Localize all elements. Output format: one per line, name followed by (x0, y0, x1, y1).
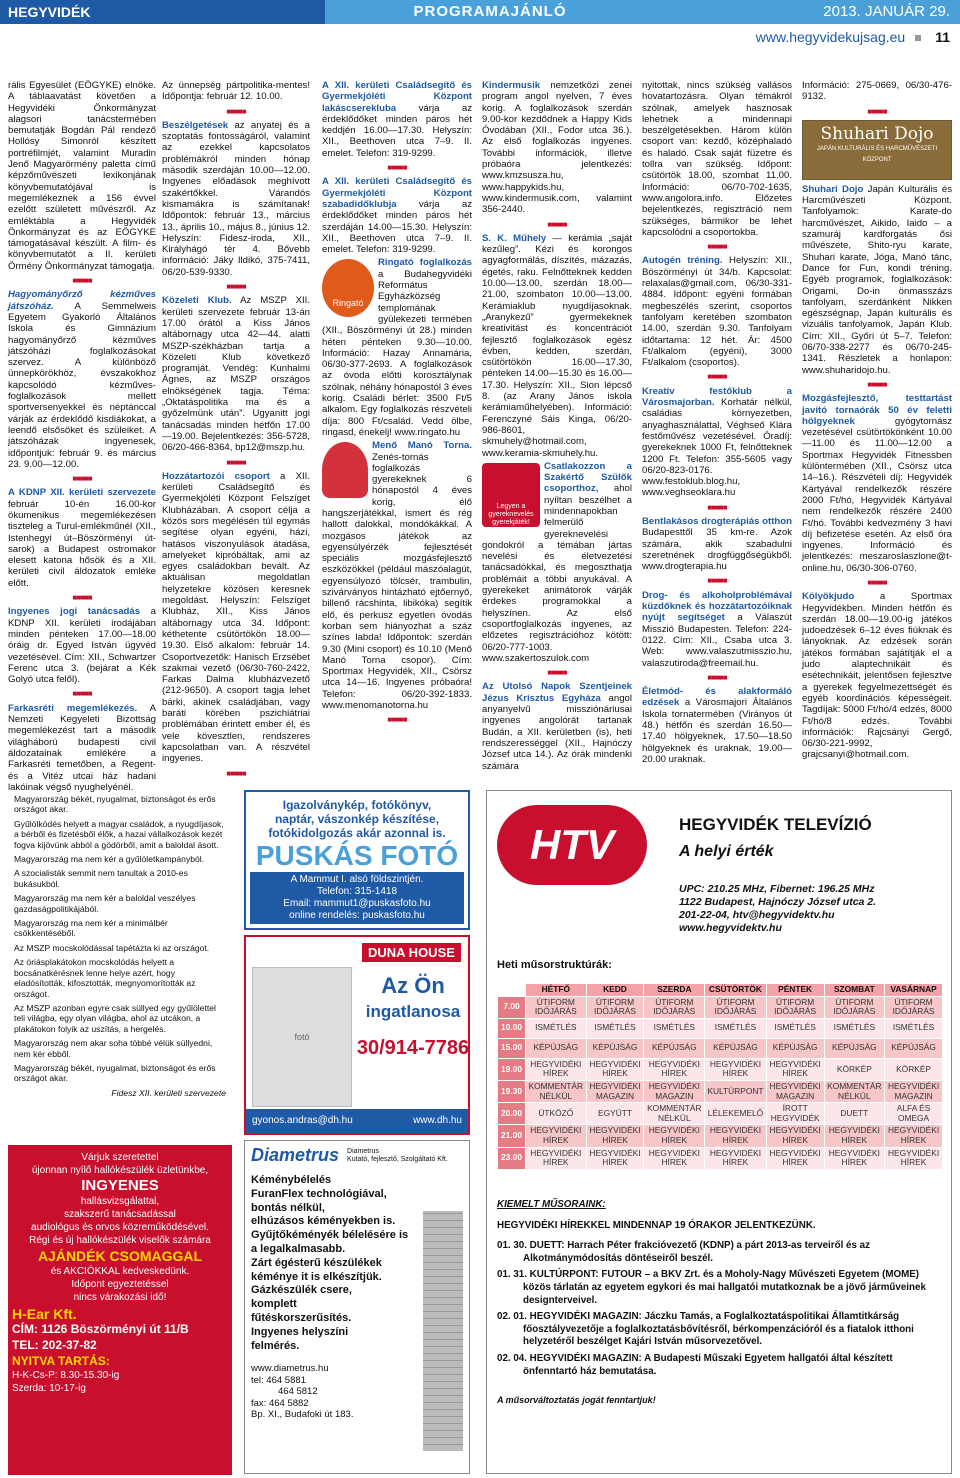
program-cell: HEGYVIDÉKI HÍREK (644, 1058, 705, 1080)
ad-line: és AKCIÓKKAL kedveskedünk. (50, 1266, 190, 1277)
divider: ■■■■■ (867, 577, 887, 587)
program-cell: HEGYVIDÉKI HÍREK (885, 1125, 943, 1147)
table-row (498, 1103, 943, 1125)
program-cell: KÉPÚJSÁG (644, 1038, 705, 1058)
time-cell: 23.00 (498, 1147, 526, 1169)
ad-line: Zárt égésterű készülékek (251, 1256, 382, 1269)
program-cell: KOMMENTÁR NÉLKÜL (526, 1080, 587, 1102)
heading: Mozgásfejlesztő, testtartást javító tornaórák 50 év feletti hölgyeknek (802, 393, 952, 427)
table-corner (498, 984, 526, 997)
ad-contact-box (250, 872, 464, 924)
text: február 10-én 16.00-kor ökumenikus megemlékezésen tiszteleg a Turul-emlékműnél (XII., Istenhegyi út–Böszörményi út-sarok) a Budapest ostromakor elesett katona hősök és a XII. kerületi civil áldozatok emléke előtt. (8, 498, 156, 589)
text: várja az érdeklődőket minden páros hét keddjén 16.00—17.30. Helyszín: XII., Beethoven utca 7–9. II. emelet. Telefon: 319-9299. (322, 102, 472, 159)
program-cell: ISMÉTLÉS (766, 1018, 824, 1038)
program-cell: KÉPÚJSÁG (526, 1038, 587, 1058)
program-cell: EGYÜTT (586, 1103, 644, 1125)
ad-header (251, 1145, 463, 1166)
program-cell: KÉPÚJSÁG (824, 1038, 885, 1058)
logo-subtitle: JAPÁN KULTURÁLIS ÉS HARCMŰVÉSZETI KÖZPONT (816, 146, 938, 164)
program-cell: HEGYVIDÉKI HÍREK (526, 1125, 587, 1147)
ad-line: hallásvizsgálattal, (80, 1196, 160, 1207)
program-cell: HEGYVIDÉKI HÍREK (586, 1125, 644, 1147)
heading: A XII. kerületi Családsegítő és Gyermekjóléti Központ szabadidőklubja (322, 176, 472, 210)
ad-body (251, 1174, 421, 1353)
logo-title: Shuhari Dojo (820, 123, 934, 144)
day-header: SZERDA (644, 984, 705, 997)
text: A Nemzeti Kegyeleti Bizottság megemlékezést tart a második világháború budapesti civil áldozatainak emlékére a Farkasréti temetőben, a Regent- és a Vitéz utcai ház hadani lakóinak végső nyughelyénél. (8, 702, 156, 793)
divider: ■■■■■ (707, 372, 727, 382)
diametrus-ad (244, 1140, 470, 1474)
ad-line: Ingyenes helyszíni (251, 1325, 349, 1338)
htv-highlight: 01. 30. DUETT: Harrach Péter frakcióvezető (KDNP) a párt 2013-as terveiről és az Alkotmánymódosítás döntéseiről beszél. (497, 1240, 870, 1264)
ad-brand: PUSKÁS FOTÓ (255, 840, 459, 871)
day-header: KEDD (586, 984, 644, 997)
ad-line: audiológus és orvos közreműködésével. (31, 1222, 209, 1233)
ad-fax: fax: 464 5882 (251, 1397, 309, 1409)
text: a KDNP XII. kerületi irodájában minden pénteken 17.00—18.00 óráig dr. Egyed István ügyvéd vezetésével. Cím: XII., Schwartzer Ferenc utca 3. (bejárat a Kék Golyó utca felől). (8, 606, 156, 686)
program-cell: ÚTIFORM IDŐJÁRÁS (766, 996, 824, 1018)
heading: Kölyökjudo (802, 591, 855, 603)
quote-line: Az MSZP mocskolódással tapétázta ki az országot. (14, 942, 210, 953)
image-label: fotó (294, 1032, 310, 1042)
time-cell: 21.00 (498, 1125, 526, 1147)
ad-web[interactable]: www.diametrus.hu (251, 1363, 329, 1375)
heading: Kreatív festőklub a Városmajorban. (642, 385, 792, 409)
ad-brand: DUNA HOUSE (362, 943, 461, 962)
divider: ■■■■■ (707, 242, 727, 252)
ad-contact: TEL: 202-37-82 (12, 1338, 97, 1352)
program-cell: HEGYVIDÉKI HÍREK (644, 1125, 705, 1147)
ad-contact: Szerda: 10-17-ig (12, 1383, 86, 1394)
ad-footer (246, 1109, 468, 1133)
site-url[interactable]: www.hegyvidekujsag.eu (755, 29, 906, 45)
heading: Közeleti Klub. (162, 295, 232, 307)
ad-phone: 30/914-7786 (356, 1037, 470, 1059)
ad-line: INGYENES (81, 1177, 159, 1194)
day-header: VASÁRNAP (885, 984, 943, 997)
ad-line: bontás nélkül, (251, 1201, 325, 1214)
program-cell: KÉPÚJSÁG (705, 1038, 767, 1058)
ad-line: FuranFlex technológiával, (251, 1187, 387, 1200)
column-6 (802, 80, 952, 770)
page-number: 11 (935, 29, 950, 45)
divider: ■■■■■ (707, 502, 727, 512)
heading: Életmód- és alakformáló edzések (642, 686, 792, 709)
ad-contact: Telefon: 315-1418 (316, 886, 398, 897)
table-row (498, 1080, 943, 1102)
ad-phone: 464 5812 (278, 1386, 318, 1398)
logo-text: Legyen a gyereknevelés gyerekjáték! (488, 502, 534, 526)
quote-line: A szocialisták semmit nem tanultak a 2010-es bukásukból. (14, 868, 188, 889)
agent-photo (252, 967, 352, 1107)
program-cell: HEGYVIDÉKI HÍREK (824, 1125, 885, 1147)
program-cell: ÚTIFORM IDŐJÁRÁS (586, 996, 644, 1018)
htv-schedule (497, 983, 943, 1170)
heading: S. K. Műhely (482, 232, 547, 244)
text: gyógytornász vezetésével csütörtökönként 10.00—11.00 és 11.00—12.00 a Sportmax Hegyvidék Fitnessben különtermében (XII., Csörsz utca 14–16.). Részvételi díj: Hegyvidék Kártyával rendelkezők részére 2000 Ft/hó, Hegyvidék Kártyával nem rendelkezők részére 2400 Ft/hó. További kedvezmény 3 havi díj befizetése esetén. Az első óra ingyenes. Információ és jelentkezés: meszaroslaszlone@t-online.hu, 06/30-306-0760. (802, 415, 952, 574)
ad-line: újonnan nyílő hallókészülék üzletünkbe, (31, 1165, 209, 1176)
ad-line: elhúzásos kéményekben is. (251, 1215, 396, 1228)
schedule-table (497, 983, 943, 1170)
quote-line: Magyarország ma nem kér a baloldal veszélyes gazdaságpolitikájából. (14, 893, 196, 914)
htv-info (679, 883, 876, 935)
ad-line: komplett (251, 1298, 297, 1311)
ad-line: Gyűjtőkéményék bélelésére is (251, 1229, 409, 1242)
program-cell: ÍROTT HEGYVIDÉK (766, 1103, 824, 1125)
ad-brand: H-Ear Kft. (12, 1306, 77, 1322)
heading: Shuhari Dojo (802, 183, 864, 195)
program-cell: ISMÉTLÉS (526, 1018, 587, 1038)
heading: Csatlakozzon a Szakértő Szülők csoporthoz, (544, 460, 632, 495)
quote-line: Magyarország békét, nyugalmat, biztonságot és erős országot akar. (14, 1062, 216, 1084)
quote-line: Az MSZP azonban egyre csak süllyed egy gyűlölettel teli világba, egy olyan világba, ahol az utcákon, a plakátokon folyik az uszítás, a hergelés. (14, 1002, 216, 1034)
divider: ■■■■■ (707, 672, 727, 682)
htv-box (486, 790, 952, 1474)
text: rális Egyesület (EÖGYKE) elnöke. A táblaavatást követően a Hegyvidéki Önkormányzat alagsori tanácstermében bemutatják Bogdán Pál rendező Hollósy Simonról készített portréfilmjét, valamint Muradin Jenő Magyarörmény paletta című képzőművészeti lexikonjának könyvbemutatójával is megemlékeznek a 156 évvel ezelőtt született művészről. Az emléktábla a Hegyvidék Önkormányzat és az EÖGYKE támogatásával készült. A film- és könyvbemutatót a II. kerületi Örmény Önkormányzat támogatja. (8, 80, 156, 272)
shuhari-logo (802, 120, 952, 180)
ad-line: a legalkalmasabb. (251, 1242, 346, 1255)
ad-contact: CÍM: 1126 Böszörményi út 11/B (12, 1322, 189, 1336)
ad-line: Az Ön (381, 973, 445, 998)
heading: Beszélgetések (162, 119, 229, 131)
htv-logo: HTV (497, 805, 647, 885)
program-cell: HEGYVIDÉKI MAGAZIN (766, 1080, 824, 1102)
text: Budapesttől 35 km-re. Azok számára, akik szabadulni szeretnének drogfüggőségükből. www.drogterapia.hu (642, 527, 792, 573)
program-cell: HEGYVIDÉKI HÍREK (766, 1125, 824, 1147)
quote-line: Az óriásplakátokon mocskolódás helyett a bocsánatkérésnek lenne helye azért, hogy eladósították, kifosztották, megnyomorították az országot. (14, 957, 196, 999)
heading: Menő Manó Torna. (372, 440, 472, 452)
htv-highlight-title: KIEMELT MŰSORAINK: (497, 1199, 606, 1210)
text: angol anyanyelvű missziónáriusai ingyenes angolórát tartanak Budán, a XII. kerületben (is), heti rendszerességgel (XII., Hajnóczy József utca 14.). Az órák mindenki számára (482, 692, 632, 772)
program-cell: HEGYVIDÉKI HÍREK (824, 1147, 885, 1169)
divider: ■■■■■ (867, 379, 887, 389)
text: várja az érdeklődőket minden páros hét szerdáján 14.00—15.30. Helyszín: XII., Beethoven utca 7–9. II. emelet. Telefon: 319-9299. (322, 198, 472, 256)
column-4 (482, 80, 632, 770)
htv-title: HEGYVIDÉK TELEVÍZIÓ (679, 815, 872, 834)
ad-brand: Diametrus (251, 1145, 340, 1165)
ad-address: Bp. XI., Budafoki út 183. (251, 1409, 354, 1421)
ad-line: naptár, vászonkép készítése, (274, 812, 440, 826)
program-cell: HEGYVIDÉKI HÍREK (586, 1147, 644, 1169)
program-cell: DUETT (824, 1103, 885, 1125)
day-header: CSÜTÖRTÖK (705, 984, 767, 997)
text: Zenés-tornás foglalkozás gyerekeknek 6 hónapostól 4 éves korig, élő hangszerjátékkal, ismert és rég hallott dalokkal, mondókákkal. A mozgásos játékok az egyensúlyérzék fejlesztését speciális mozgásfejlesztő eszközökkel (például mászóalagút, egyensúlyozó tölcsér, trambulin, szivárványos hintázható ejtőernyő, billenő rácshinta, libikóka) segítik elő, és perkusz egyetlen óvodás korban sem hiányozhat a száz színes labda! Időpontok: szerdán 9.30 (Mini csoport) és 10.10 (Menő Manó Torna csopor). Cím: Sportmax Hegyvidék, XII., Csörsz utca 14—16. Ingyenes próbaóra! Telefon: 06/20-392-1833. www.menomanotorna.hu (322, 451, 472, 712)
heading: Az Utolsó Napok Szentjeinek Jézus Krisztus Egyháza (482, 681, 632, 704)
text: Helyszín: XII., Böszörményi út 34/b. Kapcsolat: relaxalas@gmail.com, 06/30-331-4884. Időpont: egyéni formában megbeszélés szerint, csoportos tanfolyam keretében szombaton 14.00, szerdán 9.30. Tanfolyam időtartama: 12 hét. Ár: 4500 Ft/alkalom (egyéni), 3000 Ft/alkalom (csoportos). (642, 255, 792, 369)
puskas-foto-ad (244, 790, 470, 930)
column-3 (322, 80, 472, 770)
fidesz-ad (8, 790, 232, 1140)
program-cell: ALFA ÉS OMEGA (885, 1103, 943, 1125)
program-cell: KÖRKÉP (824, 1058, 885, 1080)
heading: Drog- és alkoholproblémával küzdőknek és hozzátartozóiknak nyújt segítséget (642, 589, 792, 624)
program-cell: ÚTIFORM IDŐJÁRÁS (705, 996, 767, 1018)
mushroom-icon (322, 442, 368, 498)
htv-struct-label: Heti műsorstruktúrák: (497, 959, 612, 971)
quote-line: Magyarország nem akar soha többé vélük süllyedni, nem kér ebből. (14, 1038, 213, 1059)
ad-line: szakszerű tanácsadással (64, 1209, 176, 1220)
ad-contact: NYITVA TARTÁS: (12, 1354, 110, 1368)
ad-line: kéménye it is elkészítjük. (251, 1270, 382, 1283)
htv-highlights (497, 1199, 943, 1407)
ad-line: Kéménybélelés (251, 1174, 332, 1186)
ad-line: Diametrus (347, 1147, 379, 1155)
logo-text: Ringató (332, 298, 364, 309)
text: az anyatej és a szoptatás fontosságáról, valamint az ezekkel kapcsolatos problémákról minden hónap második szerdáján 10.00—12.00. Ingyenes előadások meghívott szakértőkkel. Várandós kismamákra is számítanak! Időpontok: február 13., március 13., április 10., május 8., június 12. Helyszín: Fidesz-iroda, XII., Királyhágó tér 4. Bővebb információ: Jáky Ildikó, 375-7411, 06/20-539-9330. (162, 119, 310, 278)
program-cell: HEGYVIDÉKI HÍREK (766, 1058, 824, 1080)
heading: A KDNP XII. kerületi szervezete (8, 487, 156, 499)
divider: ■■■■■ (387, 163, 407, 173)
text: A Semmelweis Egyetem Gyakorló Általános Iskola és Gimnázium hagyományőrző kézműves játszóházi foglalkozásokat szervez. A különböző ünnepkörökhöz, évszakokhoz kapcsolódó kézműves-foglalkozások mellett sportversenyekkel és néptánccal várják az érdeklődő kisdiákokat, a leendő elsősöket és szüleiket. A játszóházak ingyenesek, időpontjuk: február 9. és március 23. 9.00—12.00. (8, 300, 156, 470)
ad-line: felmérés. (251, 1339, 300, 1352)
heading: Farkasréti megemlékezés. (8, 702, 138, 714)
ad-line: AJÁNDÉK CSOMAGGAL (37, 1248, 203, 1264)
ad-line: nincs várakozási idő! (73, 1292, 167, 1303)
ad-contact: H-K-Cs-P: 8.30-15.30-ig (12, 1370, 120, 1381)
program-cell: ÚTIFORM IDŐJÁRÁS (644, 996, 705, 1018)
time-cell: 10.00 (498, 1018, 526, 1038)
table-row (498, 1038, 943, 1058)
htv-highlight: 02. 01. HEGYVIDÉKI MAGAZIN: Jáczku Tamás, a Foglalkoztatáspolitikai Államtitkárság főosztályvezetője a foglalkoztatásbővítésről, bérkompenzációról és a fiatalok itthoni helyzetéről beszélget Kajári István műsorvezetővel. (497, 1311, 914, 1348)
header-sub (655, 26, 960, 48)
divider: ■■■■■ (226, 457, 246, 467)
program-cell: ÚTIFORM IDŐJÁRÁS (526, 996, 587, 1018)
text: a Városmajori Általános Iskola tornatermében (Virányos út 48.) hétfőn és szerdán 16.50—17.40 hölgyeknek, 17.50—18.50 hölgyeknek és uraknak, 19.00—20.00 uraknak. (642, 697, 792, 765)
program-cell: ÚTIFORM IDŐJÁRÁS (885, 996, 943, 1018)
quote-line: Magyarország ma nem kér a gyűlöletkampányból. (14, 854, 205, 865)
section-title: HEGYVIDÉK (0, 0, 325, 24)
ad-phone: tel: 464 5881 (251, 1374, 306, 1386)
divider: ■■■■■ (72, 689, 92, 699)
program-cell: HEGYVIDÉKI MAGAZIN (644, 1080, 705, 1102)
day-header: HÉTFŐ (526, 984, 587, 997)
program-cell: LÉLEKEMELŐ (705, 1103, 767, 1125)
ad-line: Várjuk szeretettel (81, 1152, 159, 1163)
program-cell: HEGYVIDÉKI HÍREK (586, 1058, 644, 1080)
text: Az ünnepség pártpolitika-mentes! Időpontja: február 12. 10.00. (162, 80, 310, 103)
column-1 (8, 80, 156, 793)
text: ahol nyíltan beszélhet a mindennapokban felmerülő gyereknevelési gondokról a témában jártas nevelési és életvezetési tanácsadókkal, és megoszthatja problémáit a többi anyukával. A gyerekeket animátorok várják érdekes programokkal a helyszínen. Az első csoportfoglalkozás ingyenes, az előzetes regisztrációhoz kötött: 06/20-777-1003. www.szakertoszulok.com (482, 483, 632, 664)
htv-line: 1122 Budapest, Hajnóczy József utca 2. (679, 896, 877, 908)
program-cell: KÉPÚJSÁG (586, 1038, 644, 1058)
szakerto-szulok-logo (482, 463, 540, 527)
column-5 (642, 80, 792, 770)
program-cell: HEGYVIDÉKI HÍREK (766, 1147, 824, 1169)
text: a Sportmax Hegyvidékben. Minden hétfőn és szerdán 18.00—19.00-ig játékos judoedzések 6–12 éves fiúknak és lányoknak. Az edzések során játékos formában sajátítják el a judo alaptechnikáit és esétechnikáit, jelentősen fejlesztve a gyerekek fegyelmezettségét és egyéb koordinációs képességeit. Tagdíjak: 5000 Ft/hó/4 edzés, 8000 Ft/hó/8 edzés. További információk: Rajcsányi Gergő, 06/30-221-9992, grajcsanyi@hotmail.com. (802, 591, 952, 761)
program-cell: KÉPÚJSÁG (766, 1038, 824, 1058)
time-cell: 19.30 (498, 1080, 526, 1102)
htv-line: UPC: 210.25 MHz, Fibernet: 196.25 MHz (679, 883, 875, 895)
ad-line: fűtéskorszerűsítés. (251, 1311, 352, 1324)
program-cell: KOMMENTÁR NÉLKÜL (644, 1103, 705, 1125)
column-2 (162, 80, 310, 778)
program-title: PROGRAMAJÁNLÓ (325, 0, 655, 24)
program-cell: HEGYVIDÉKI HÍREK (705, 1058, 767, 1080)
ad-contact[interactable]: online rendelés: puskasfoto.hu (289, 910, 425, 921)
heading: Ringató foglalkozás (378, 257, 472, 269)
day-header: PÉNTEK (766, 984, 824, 997)
htv-highlight: 02. 04. HEGYVIDÉKI MAGAZIN: A Budapesti Műszaki Egyetem hallgatói által készített önfenntartó ház bemutatása. (497, 1352, 893, 1377)
quote-signature: Fidesz XII. kerületi szervezete (111, 1087, 226, 1098)
heading: Hagyományőrző kézműves játszóház. (8, 289, 156, 312)
table-row (498, 996, 943, 1018)
quote-line: Magyarország ma nem kér a minimálbér csökkentéséből. (14, 918, 168, 939)
table-row (498, 1125, 943, 1147)
htv-note: A műsorváltoztatás jogát fenntartjuk! (497, 1395, 656, 1406)
text: a Válaszút Misszió Budapesten. Telefon: 224-0122. Cím: XII., Csaba utca 3. Web: www.valaszutmisszio.hu, valaszutiroda@freemail.hu. (642, 612, 792, 669)
time-cell: 15.00 (498, 1038, 526, 1058)
program-cell: HEGYVIDÉKI MAGAZIN (586, 1080, 644, 1102)
htv-highlight: 01. 31. KULTÚRPONT: FUTOUR – a BKV Zrt. és a Moholy-Nagy Művészeti Egyetem (MOME) közös tárlatán az egyetem egykori és mai hallgatói mutatkoznak be a jövő járműveinek designterveivel. (497, 1269, 926, 1306)
table-row (498, 1058, 943, 1080)
program-cell: HEGYVIDÉKI HÍREK (644, 1147, 705, 1169)
divider: ■■■■■ (547, 668, 567, 678)
program-cell: HEGYVIDÉKI HÍREK (885, 1147, 943, 1169)
divider: ■■■■■ (72, 474, 92, 484)
quote-line: Magyarország békét, nyugalmat, biztonságot és erős országot akar. (14, 794, 216, 815)
heading: Autogén tréning. (642, 255, 723, 267)
divider: ■■■■■ (867, 106, 887, 116)
duna-house-ad (244, 935, 470, 1135)
table-row (498, 1147, 943, 1169)
program-cell: ÚTIFORM IDŐJÁRÁS (824, 996, 885, 1018)
program-cell: ÜTKÖZŐ (526, 1103, 587, 1125)
heading: Hozzátartozói csoport (162, 470, 270, 482)
program-cell: ISMÉTLÉS (885, 1018, 943, 1038)
text: Japán Kulturális és Harcművészeti Központ. Tanfolyamok: Karate-do harcművészet, Aikido, Iaido – a szamuráj kardforgatás ősi művészete, Shito-ryu karate, Shuhari karate, Jóga, Manó tánc, Dance for Fun, kondi tréning. Egyéb programok, foglalkozások: Origami, Do-in önmasszázs tanfolyam, szerdánként Nikken egészségnap, Japán kulturális és vizuális tanfolyamok, Japán Klub. Cím: XII., Győri út 5–7. Telefon: 06/70-338-2277 és 06/70-245-1341. Részletek a honlapon: www.shuharidojo.hu. (802, 183, 952, 376)
text: nyitottak, nincs szükség vallásos hovatartozásra. Olyan témákról szólnak, amelyek hasznosak lehetnek a mindennapi beszélgetésekben. Három külön csoport van: kezdő, középhaladó és haladó. Csak saját füzetre és tollra van szükség. Időpont: csütörtök 18.00, szombat 11.00. Információ: 06/70-702-1635, www.angolora.info. Előzetes bejelentkezés, regisztráció nem szükséges, bármikor be lehet kapcsolódni a csoportokba. (642, 80, 792, 238)
heading: Ingyenes jogi tanácsadás (8, 606, 141, 618)
ad-line: Gázkészülék csere, (251, 1284, 352, 1297)
divider: ■■■■■ (547, 219, 567, 229)
program-cell: HEGYVIDÉKI HÍREK (705, 1147, 767, 1169)
quote-line: Gyűlölködés helyett a magyar családok, a nyugdíjasok, a bérből és fizetésből élők, a hazai vállalkozások kezét fogva kijövünk abból a gödörből, amit a baloldal ásott. (14, 818, 224, 850)
ad-line: ingatlanosa (365, 1002, 461, 1021)
ad-web[interactable]: www.dh.hu (413, 1115, 462, 1126)
divider: ■■■■■ (72, 593, 92, 603)
htv-line: 201-22-04, htv@hegyvidektv.hu (679, 909, 835, 921)
page-header (0, 0, 960, 52)
program-cell: ISMÉTLÉS (824, 1018, 885, 1038)
ad-line: Igazolványkép, fotókönyv, (282, 798, 432, 812)
ad-contact[interactable]: Email: mammut1@puskasfoto.hu (283, 898, 431, 909)
heading: Kindermusik (482, 80, 541, 91)
divider: ■■■■■ (707, 576, 727, 586)
program-cell: KÖRKÉP (885, 1058, 943, 1080)
heading: A XII. kerületi Családsegítő és Gyermekjóléti Központ lakáscserekluba (322, 80, 472, 114)
time-cell: 20.00 (498, 1103, 526, 1125)
text: a XII. kerületi Családsegítő és Gyermekjóléti Központ Felszíget Klubházában. A csoport célja a közös sors megélésén túl egymás segítése olyan egyéni, házi, hatásos viszonyulások átadása, amelyeket kipróbáltak, ami az egyes családokban bevált. Az aktuálisan megoldatlan helyzetekre közösen keresnek megoldást. Helyszín: Felszíget Klubház, XII., Kiss János altábornagy utca 34. Időpont: kéthetente csütörtökön 18.00—19.30. Első alkalom: február 14. Csoportvezetők: Hanisch Erzsébet szakmai vezető (06/30-760-2422, Farkas Dalma klubházvezető (212-9650). A csoport tagja lehet bárki, akinek családjában, vagy baráti körében pszichiátriai problémában érintett ember él, és vele kövesztlen, rendszeres kapcsolatban van. A részvétel ingyenes. (162, 470, 310, 765)
text: — kerámia „saját kezűleg”. Kézi és korongos agyagformálás, díszítés, mázazás, égetés, raku. Felnőtteknek kedden 10.00—13.00, szerdán 18.00—21.00, szombaton 10.00—13.00. Kerámiaklub nyugdíjasoknak. „Aranykezű” gyermekeknek kreativitást és koncentrációt fejlesztő foglalkozások egész évben, kedden, szerdán, csütörtökön 16.00—17.30, pénteken 14.00—15.30 és 16.00—17.30. Helyszín: XII., Sion lépcső 8. (az Arany János iskola kerámiaműhelyében). Információ: Ferenczyné Sáis Kinga, 06/20-986-8601, skmuhely@hotmail.com, www.keramia-skmuhely.hu. (482, 232, 632, 459)
table-row (498, 1018, 943, 1038)
program-cell: KÉPÚJSÁG (885, 1038, 943, 1058)
time-cell: 19.00 (498, 1058, 526, 1080)
text: a Budahegyvidéki Református Egyházközség templomának gyülekezeti termében (XII., Böszörményi út 28.) minden héten pénteken 9.30—10.00. Információ: Hazay Annamária, 06/30-377-2693. A foglalkozások az óvoda előtti korosztálynak szólnak, néhány hónapostól 3 éves korig. Családi bérlet: 3500 Ft/5 alkalom. Egy foglalkozás részvételi díja: 800 Ft/család. Vedd ölbe, ringasd, énekelj! www.ringato.hu (322, 268, 472, 438)
program-cell: HEGYVIDÉKI HÍREK (526, 1147, 587, 1169)
divider: ■■■■■ (226, 106, 246, 116)
square-icon (915, 35, 921, 41)
ad-email[interactable]: gyonos.andras@dh.hu (252, 1115, 353, 1126)
program-cell: KOMMENTÁR NÉLKÜL (824, 1080, 885, 1102)
text: nemzetközi zenei program angol nyelven, 7 éves korig. A foglalkozások szerdán 9.00-kor kezdődnek a Happy Kids Óvodában (XII., Fodor utca 36.). Az első foglalkozás ingyenes. További információk, illetve próbaóra jelentkezés: www.kmzsusza.hu, www.happykids.hu, www.kindermusik.com, valamint 356-2440. (482, 80, 632, 216)
time-cell: 7.00 (498, 996, 526, 1018)
ad-contact: A Mammut I. alsó földszintjén. (290, 874, 424, 885)
program-cell: HEGYVIDÉKI HÍREK (705, 1125, 767, 1147)
ad-tagline (358, 973, 468, 1025)
program-cell: ISMÉTLÉS (644, 1018, 705, 1038)
divider: ■■■■■ (387, 715, 407, 725)
htv-subtitle: A helyi érték (679, 843, 774, 860)
text: Az MSZP XII. kerületi szervezete február 13-án 17.00 órától a Kiss János altábornagy utca 42—44. alatti MSZP-székházban tartja a Közeleti Klub következő programját. Vendég: Kunhalmi Ágnes, az MSZP országos elnökségének tagja. Téma: „Oktatáspolitika ma és a győzelmünk után”. Ugyanitt jogi tanácsadás minden hétfőn 17.00—19.00. Bejelentkezés: 356-5728, 06/20-466-8364, bp12@mszp.hu. (162, 295, 310, 454)
program-cell: ISMÉTLÉS (705, 1018, 767, 1038)
divider: ■■■■■ (226, 768, 246, 778)
divider: ■■■■■ (72, 276, 92, 286)
issue-date: 2013. JANUÁR 29. (655, 0, 960, 24)
htv-highlight: HEGYVIDÉKI HÍREKKEL MINDENNAP 19 ÓRAKOR JELENTKEZÜNK. (497, 1219, 816, 1231)
ad-line: Időpont egyeztetéssel (71, 1279, 169, 1290)
program-cell: HEGYVIDÉKI MAGAZIN (885, 1080, 943, 1102)
program-cell: ISMÉTLÉS (586, 1018, 644, 1038)
hearing-ad (8, 1145, 232, 1475)
ad-line: fotókidolgozás akár azonnal is. (268, 826, 446, 840)
ad-line: Kutató, fejlesztő, Szolgáltató Kft. (347, 1155, 448, 1163)
text: Információ: 275-0669, 06/30-476-9132. (802, 80, 952, 103)
ad-subbrand (347, 1148, 448, 1164)
ad-line: Régi és új hallókészülék viselők számára (29, 1235, 211, 1246)
divider: ■■■■■ (226, 282, 246, 292)
htv-line[interactable]: www.hegyvidektv.hu (679, 922, 782, 934)
text: Korhatár nélkül, családias környezetben, anyaghasználattal, Véghseő Klára festőművész vezetésével. Óradíj: gyerekeknek 1000 Ft, felnőtteknek 1200 Ft. Telefon: 355-5605 vagy 06/20-823-0176. www.festoklub.blog.hu, www.veghseoklara.hu (642, 397, 792, 499)
day-header: SZOMBAT (824, 984, 885, 997)
heading: Bentlakásos drogterápiás otthon (642, 515, 792, 527)
chimney-icon (423, 1211, 463, 1451)
program-cell: KULTÚRPONT (705, 1080, 767, 1102)
program-cell: HEGYVIDÉKI HÍREK (526, 1058, 587, 1080)
